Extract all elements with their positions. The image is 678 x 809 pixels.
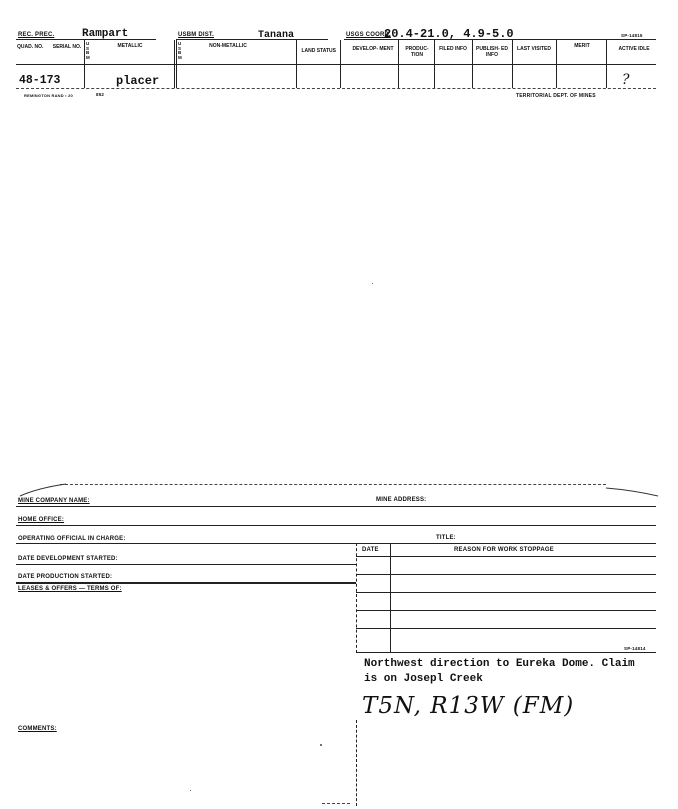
mine-address-label: MINE ADDRESS: [376, 497, 427, 503]
usbm-indicator-2: U S B M [178, 41, 182, 60]
filed-info-header: FILED INFO [439, 46, 467, 52]
development-header: DEVELOP- MENT [352, 46, 394, 52]
form-number-bottom: SP-14814 [624, 646, 646, 651]
production-header: PRODUC- TION [405, 46, 429, 58]
non-metallic-header: NON-METALLIC [209, 43, 247, 49]
land-status-header: LAND STATUS [301, 48, 336, 54]
metallic-value: placer [116, 74, 160, 88]
leases-offers-label: LEASES & OFFERS — TERMS OF: [18, 586, 122, 592]
reason-column-header: REASON FOR WORK STOPPAGE [454, 547, 554, 553]
rec-prec-label: REC. PREC. [18, 32, 55, 38]
form-number-top: SP-14815 [621, 33, 643, 38]
active-idle-header: ACTIVE IDLE [618, 46, 650, 52]
active-idle-value: ? [622, 72, 630, 88]
note-line-1: Northwest direction to Eureka Dome. Claim [364, 658, 635, 670]
rec-prec-value: Rampart [82, 28, 129, 40]
handwritten-township-range: T5N, R13W (FM) [362, 693, 575, 719]
quad-no-header: QUAD. NO. [17, 44, 44, 50]
published-info-header: PUBLISH- ED INFO [476, 46, 508, 58]
note-line-2: is on Josepl Creek [364, 673, 483, 685]
printer-note: REMINGTON RAND • 20 [24, 93, 73, 98]
operating-official-label: OPERATING OFFICIAL IN CHARGE: [18, 536, 126, 542]
title-label: TITLE: [436, 535, 456, 541]
date-column-header: DATE [362, 547, 379, 553]
merit-header: MERIT [574, 43, 590, 49]
quad-serial-value: 48-173 [19, 74, 61, 87]
usgs-coord-value: 20.4-21.0, 4.9-5.0 [384, 27, 514, 41]
date-development-started-label: DATE DEVELOPMENT STARTED: [18, 556, 118, 562]
printer-code: 852 [96, 92, 105, 97]
usbm-dist-value: Tanana [258, 30, 295, 41]
usbm-indicator-1: U S B M [86, 41, 90, 60]
usgs-coord-label: USGS COORD. [346, 32, 391, 38]
serial-no-header: SERIAL NO. [52, 44, 82, 50]
mine-company-name-label: MINE COMPANY NAME: [18, 498, 90, 504]
card-corner-mark-right [604, 484, 660, 500]
home-office-label: HOME OFFICE: [18, 517, 65, 523]
date-production-started-label: DATE PRODUCTION STARTED: [18, 574, 113, 580]
comments-label: COMMENTS: [18, 726, 57, 732]
last-visited-header: LAST VISITED [517, 46, 551, 52]
usbm-dist-label: USBM DIST. [178, 32, 215, 38]
territorial-dept-label: TERRITORIAL DEPT. OF MINES [516, 93, 596, 99]
metallic-header: METALLIC [117, 43, 143, 49]
